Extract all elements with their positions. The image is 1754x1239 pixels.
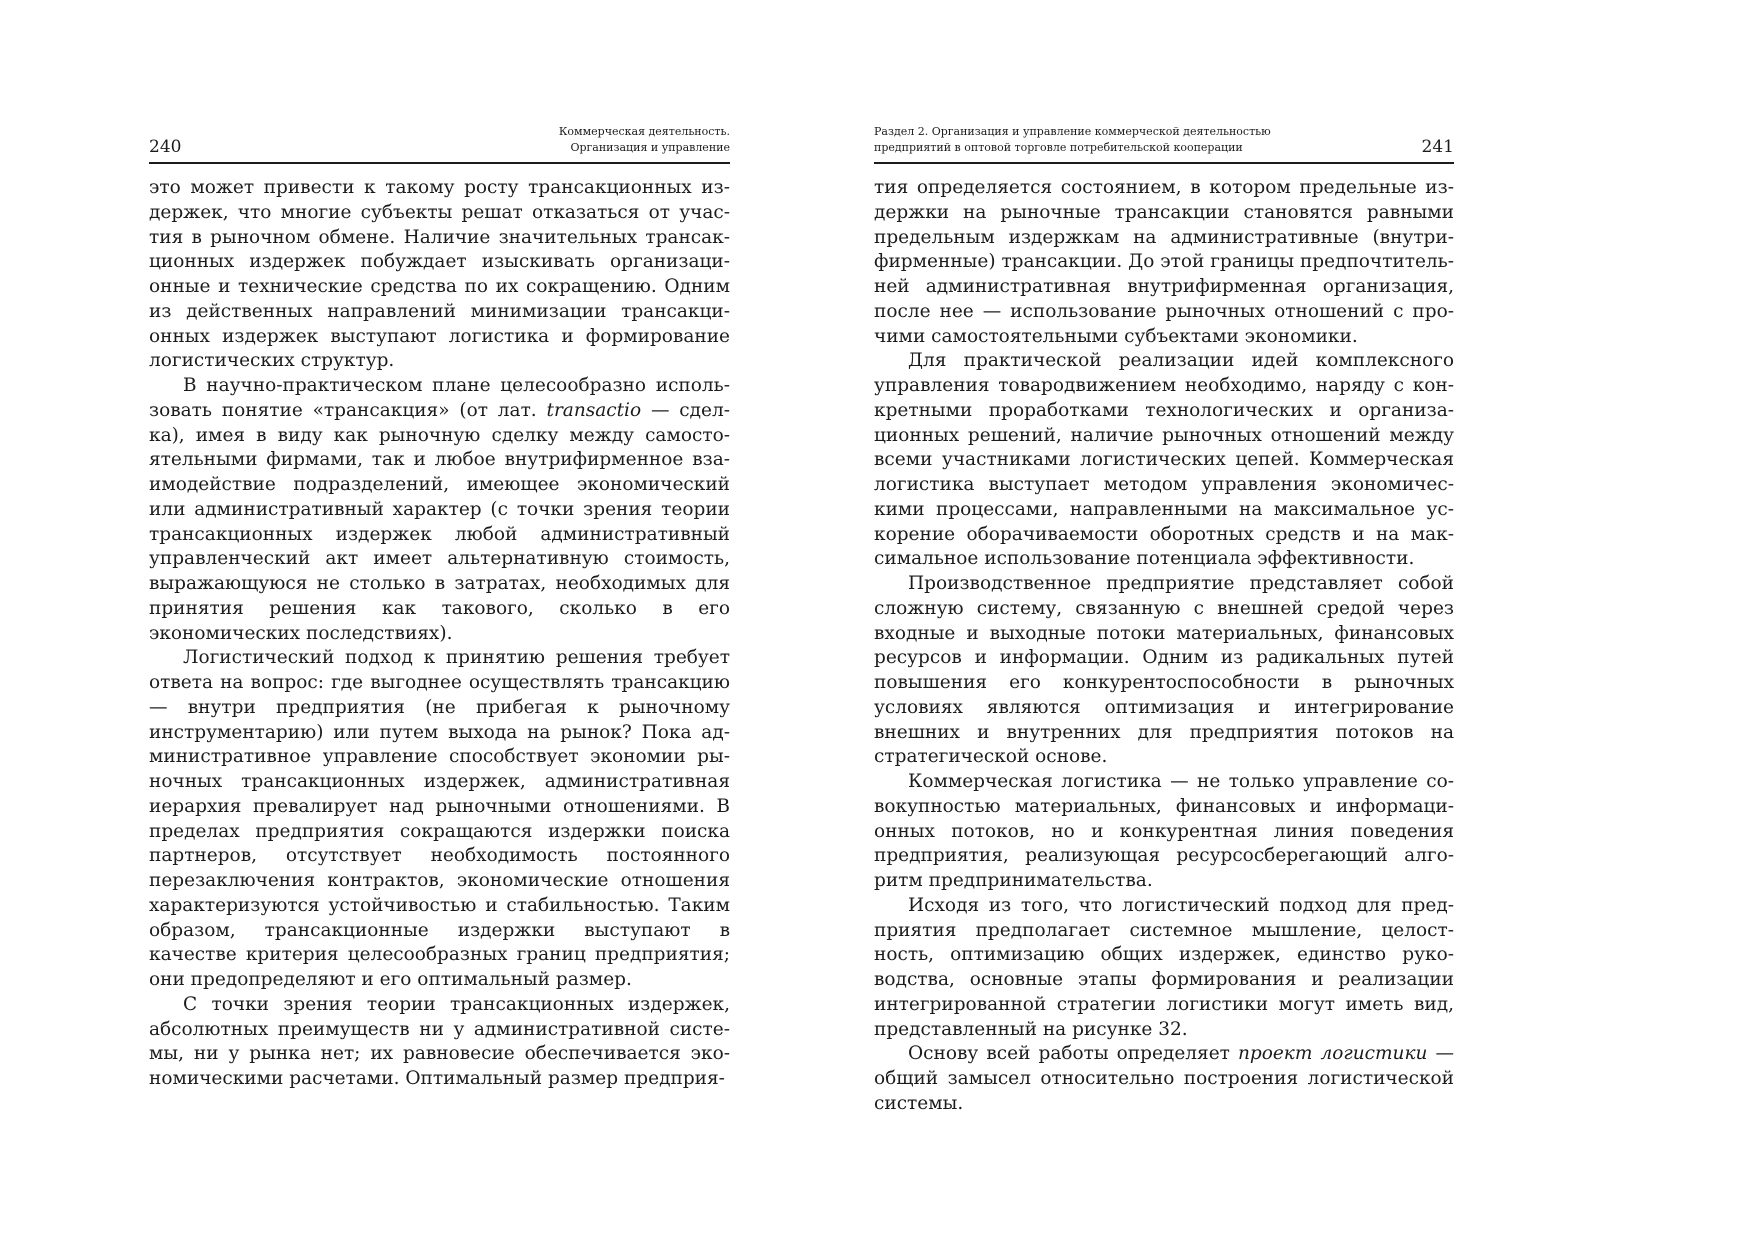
paragraph-text: Основу всей работы определяет xyxy=(908,1043,1238,1065)
paragraph: С точки зрения теории трансакционных издержек, абсолютных преимуществ ни у административной системы, ни у рынка нет; их равновесие обеспечивается экономическими расчетами. Оптимальный размер предприя- xyxy=(149,993,730,1089)
paragraph xyxy=(149,374,730,646)
latin-term: transactio xyxy=(546,399,642,421)
paragraph-text: — сделка), имея в виду как рыночную сделку между самостоятельными фирмами, так и любое внутрифирменное взаимодействие подразделений, имеющее экономический или административный характер (с точки зрения теории трансакционных издержек любой административный управленческий акт имеет альтернативную стоимость, выражающуюся не столько в затратах, необходимых для принятия решения как такового, сколько в его экономических последствиях). xyxy=(149,399,730,644)
paragraph-text: В научно-практическом плане целесообразно использовать понятие «трансакция» (от лат. xyxy=(149,375,730,421)
paragraph: Для практической реализации идей комплексного управления товародвижением необходимо, наряду с конкретными проработками технологических и организационных решений, наличие рыночных отношений между всеми участниками логистических цепей. Коммерческая логистика выступает методом управления экономическими процессами, направленными на максимальное ускорение оборачиваемости оборотных средств и на максимальное использование потенциала эффективности. xyxy=(874,350,1454,570)
header-title-line: Раздел 2. Организация и управление коммерческой деятельностью xyxy=(874,125,1271,138)
header-title-line: предприятий в оптовой торговле потребительской кооперации xyxy=(874,141,1243,154)
header-title-line: Коммерческая деятельность. xyxy=(558,125,730,138)
header-title xyxy=(874,124,1344,156)
paragraph: Логистический подход к принятию решения требует ответа на вопрос: где выгоднее осуществлять трансакцию — внутри предприятия (не прибегая к рыночному инструментарию) или путем выхода на рынок? Пока административное управление способствует экономии рыночных трансакционных издержек, административная иерархия превалирует над рыночными отношениями. В пределах предприятия сокращаются издержки поиска партнеров, отсутствует необходимость постоянного перезаключения контрактов, экономические отношения характеризуются устойчивостью и стабильностью. Таким образом, трансакционные издержки выступают в качестве критерия целесообразных границ предприятия; они предопределяют и его оптимальный размер. xyxy=(149,647,730,990)
body-text xyxy=(874,176,1454,1117)
page-number: 240 xyxy=(149,137,182,157)
running-header xyxy=(149,122,730,164)
header-title xyxy=(559,124,730,156)
paragraph: тия определяется состоянием, в котором предельные издержки на рыночные трансакции становятся равными предельным издержкам на административные (внутрифирменные) трансакции. До этой границы предпочтительней административная внутрифирменная организация, после нее — использование рыночных отношений с прочими самостоятельными субъектами экономики. xyxy=(874,177,1454,347)
page-number: 241 xyxy=(1421,137,1454,157)
header-title-line: Организация и управление xyxy=(570,141,730,154)
paragraph: Исходя из того, что логистический подход для предприятия предполагает системное мышление, целостность, оптимизацию общих издержек, единство руководства, основные этапы формирования и реализации интегрированной стратегии логистики могут иметь вид, представленный на рисунке 32. xyxy=(874,894,1454,1040)
emphasized-term: проект логистики xyxy=(1237,1043,1428,1065)
running-header xyxy=(874,122,1454,164)
paragraph: Производственное предприятие представляет собой сложную систему, связанную с внешней средой через входные и выходные потоки материальных, финансовых ресурсов и информации. Одним из радикальных путей повышения его конкурентоспособности в рыночных условиях являются оптимизация и интегрирование внешних и внутренних для предприятия потоков на стратегической основе. xyxy=(874,573,1454,768)
paragraph: это может привести к такому росту трансакционных издержек, что многие субъекты решат отказаться от участия в рыночном обмене. Наличие значительных трансакционных издержек побуждает изыскивать организационные и технические средства по их сокращению. Одним из действенных направлений минимизации трансакционных издержек выступают логистика и формирование логистических структур. xyxy=(149,177,730,372)
paragraph: Коммерческая логистика — не только управление совокупностью материальных, финансовых и информационных потоков, но и конкурентная линия поведения предприятия, реализующая ресурсосберегающий алгоритм предпринимательства. xyxy=(874,771,1454,891)
paragraph-text: — общий замысел относительно построения логистической системы. xyxy=(874,1043,1454,1114)
paragraph xyxy=(874,1042,1454,1116)
body-text xyxy=(149,176,730,1092)
